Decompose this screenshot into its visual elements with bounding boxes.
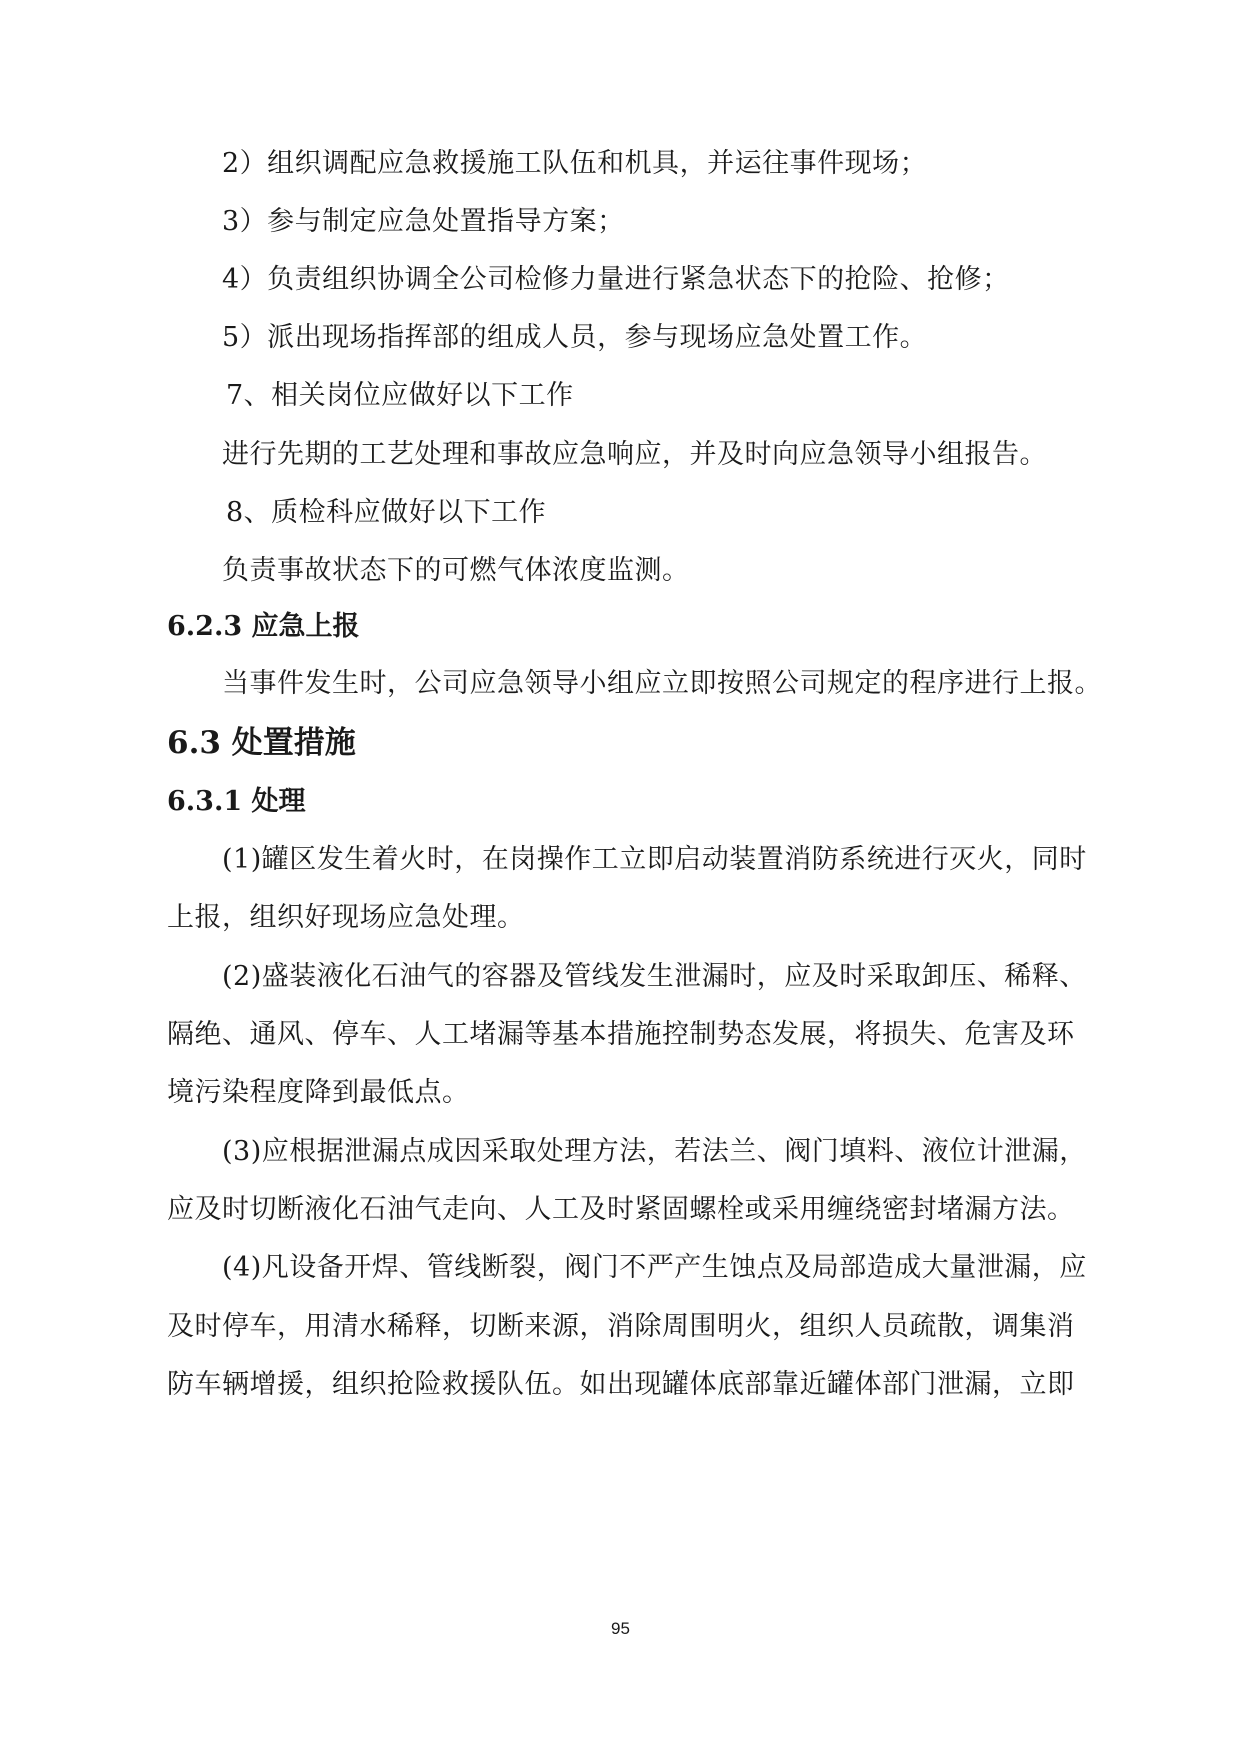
list-item: 3）参与制定应急处置指导方案；: [222, 206, 625, 237]
paragraph-2-line: (2)盛装液化石油气的容器及管线发生泄漏时，应及时采取卸压、稀释、: [222, 961, 1087, 992]
section-6-3-1-heading: 6.3.1 处理: [167, 786, 306, 817]
paragraph-3-line: (3)应根据泄漏点成因采取处理方法，若法兰、阀门填料、液位计泄漏，: [222, 1136, 1087, 1167]
paragraph-4-line: (4)凡设备开焊、管线断裂，阀门不严产生蚀点及局部造成大量泄漏，应: [222, 1252, 1087, 1283]
paragraph-1-line: 上报，组织好现场应急处理。: [167, 902, 525, 933]
paragraph-1-line: (1)罐区发生着火时，在岗操作工立即启动装置消防系统进行灭火，同时: [222, 844, 1087, 875]
section-8-body: 负责事故状态下的可燃气体浓度监测。: [222, 555, 690, 586]
section-6-3-heading: 6.3 处置措施: [167, 725, 356, 761]
paragraph-2-line: 隔绝、通风、停车、人工堵漏等基本措施控制势态发展，将损失、危害及环: [167, 1019, 1075, 1050]
section-6-2-3-heading: 6.2.3 应急上报: [167, 611, 360, 642]
list-item: 2）组织调配应急救援施工队伍和机具，并运往事件现场；: [222, 148, 928, 179]
paragraph-2-line: 境污染程度降到最低点。: [167, 1077, 470, 1108]
paragraph-4-line: 防车辆增援，组织抢险救援队伍。如出现罐体底部靠近罐体部门泄漏，立即: [167, 1369, 1075, 1400]
list-item: 5）派出现场指挥部的组成人员，参与现场应急处置工作。: [222, 322, 928, 353]
section-6-2-3-body: 当事件发生时，公司应急领导小组应立即按照公司规定的程序进行上报。: [222, 668, 1102, 699]
paragraph-3-line: 应及时切断液化石油气走向、人工及时紧固螺栓或采用缠绕密封堵漏方法。: [167, 1194, 1075, 1225]
section-7-body: 进行先期的工艺处理和事故应急响应，并及时向应急领导小组报告。: [222, 439, 1047, 470]
page-number: 95: [611, 1619, 630, 1638]
section-8-heading: 8、质检科应做好以下工作: [226, 497, 547, 528]
list-item: 4）负责组织协调全公司检修力量进行紧急状态下的抢险、抢修；: [222, 264, 1010, 295]
section-7-heading: 7、相关岗位应做好以下工作: [226, 380, 574, 411]
paragraph-4-line: 及时停车，用清水稀释，切断来源，消除周围明火，组织人员疏散，调集消: [167, 1311, 1075, 1342]
